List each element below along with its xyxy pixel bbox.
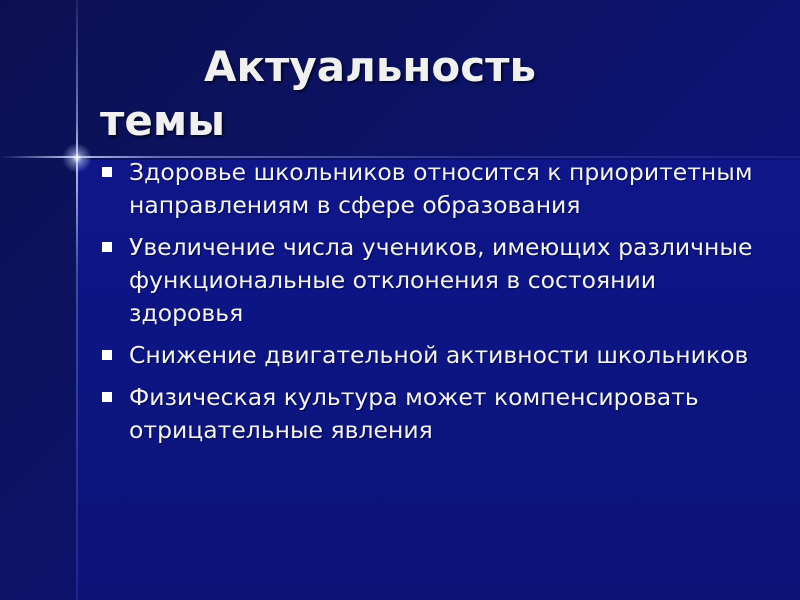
bullet-item (100, 231, 760, 330)
square-bullet-icon (102, 350, 112, 360)
bullet-text: Физическая культура может компенсировать отрицательные явления (129, 383, 699, 444)
sparkle-icon (62, 143, 92, 173)
bullet-text: Снижение двигательной активности школьников (129, 341, 749, 369)
title-line-2: темы (100, 96, 226, 145)
bullet-list (100, 156, 760, 456)
square-bullet-icon (102, 392, 112, 402)
title-line-1: Актуальность (204, 42, 537, 91)
bullet-item (100, 339, 760, 372)
bullet-text: Здоровье школьников относится к приоритетным направлениям в сфере образования (129, 158, 753, 219)
square-bullet-icon (102, 167, 112, 177)
bullet-item (100, 381, 760, 447)
square-bullet-icon (102, 242, 112, 252)
vertical-glow-line (76, 0, 78, 600)
bullet-text: Увеличение числа учеников, имеющих различные функциональные отклонения в состоянии здоровья (129, 233, 753, 327)
slide-title (100, 40, 720, 148)
bullet-item (100, 156, 760, 222)
